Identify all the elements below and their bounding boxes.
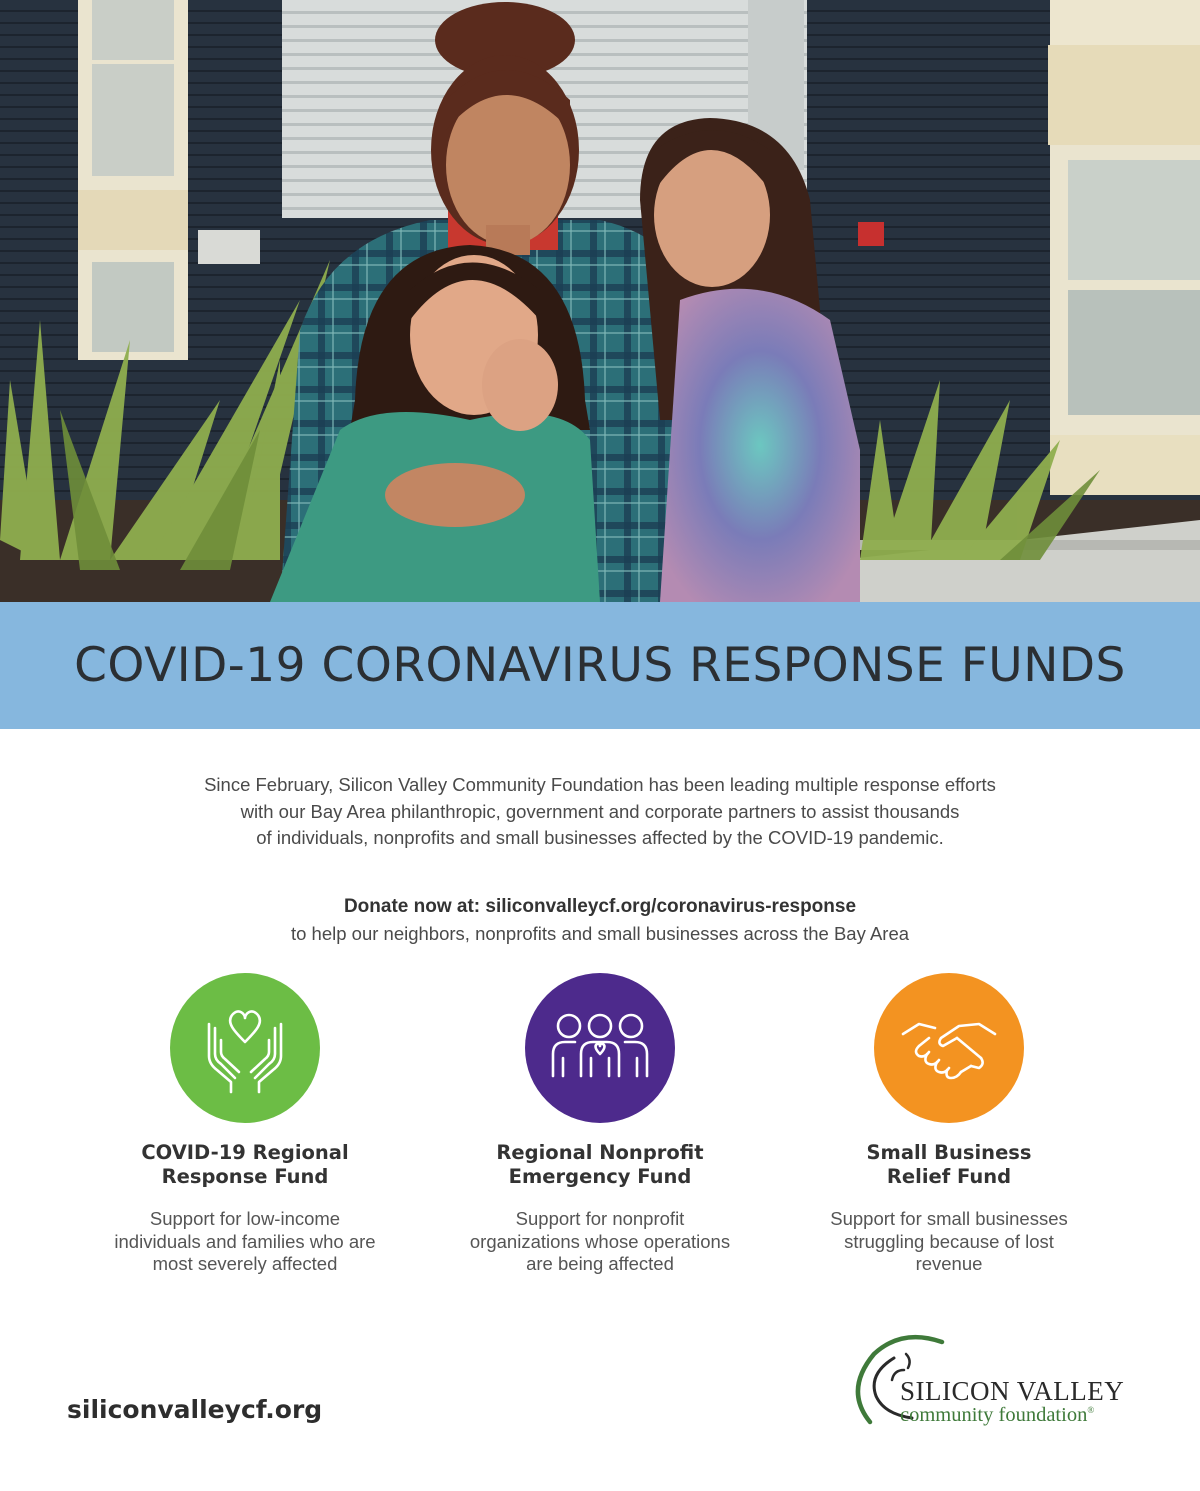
donate-link[interactable]: Donate now at: siliconvalleycf.org/coronavirus-response <box>343 896 857 917</box>
fund-title-line: Relief Fund <box>886 1164 1012 1188</box>
fund-desc-line: Support for low-income <box>149 1208 341 1229</box>
fund-nonprofit-emergency <box>440 973 760 1276</box>
family-photo-illustration <box>0 0 1200 602</box>
fund-desc-line: Support for nonprofit <box>515 1208 685 1229</box>
fund-regional-response <box>85 973 405 1276</box>
intro-paragraph <box>150 772 1050 852</box>
fund-desc-line: Support for small businesses <box>830 1208 1068 1229</box>
fund-desc-line: struggling because of lost <box>844 1230 1054 1252</box>
svcf-logo <box>850 1330 1150 1430</box>
fund-small-business-relief <box>789 973 1109 1276</box>
fund-title-line: COVID-19 Regional <box>141 1141 349 1164</box>
intro-line: with our Bay Area philanthropic, government and corporate partners to assist thousands <box>240 800 960 822</box>
fund-icon-circle <box>170 973 320 1123</box>
fund-icon-circle <box>525 973 675 1123</box>
fund-title <box>85 1141 405 1188</box>
group-of-people-icon <box>545 998 655 1098</box>
registered-mark: ® <box>1087 1405 1095 1416</box>
fund-title-line: Small Business <box>866 1141 1032 1164</box>
fund-title-line: Response Fund <box>161 1164 329 1188</box>
logo-wordmark: SILICON VALLEY <box>900 1376 1125 1406</box>
fund-title-line: Regional Nonprofit <box>496 1141 704 1164</box>
fund-desc-line: are being affected <box>526 1253 674 1274</box>
fund-title <box>789 1141 1109 1188</box>
hero-photo <box>0 0 1200 602</box>
fund-description <box>440 1208 760 1276</box>
logo-tagline <box>900 1404 1094 1427</box>
heart-in-hands-icon <box>195 998 295 1098</box>
title-banner <box>0 602 1200 729</box>
intro-line: Since February, Silicon Valley Community Foundation has been leading multiple response efforts <box>204 774 996 795</box>
intro-line: of individuals, nonprofits and small businesses affected by the COVID-19 pandemic. <box>256 827 944 848</box>
fund-desc-line: individuals and families who are <box>114 1230 376 1252</box>
fund-desc-line: organizations whose operations <box>469 1230 731 1252</box>
page-title: COVID-19 CORONAVIRUS RESPONSE FUNDS <box>74 638 1126 693</box>
fund-desc-line: most severely affected <box>152 1253 338 1274</box>
fund-title-line: Emergency Fund <box>508 1164 692 1188</box>
fund-desc-line: revenue <box>915 1253 983 1274</box>
fund-icon-circle <box>874 973 1024 1123</box>
donate-section <box>100 893 1100 947</box>
website-link[interactable]: siliconvalleycf.org <box>67 1395 323 1424</box>
logo-tagline-text: community foundation <box>900 1404 1088 1426</box>
donate-subtext: to help our neighbors, nonprofits and small businesses across the Bay Area <box>290 923 910 944</box>
fund-title <box>440 1141 760 1188</box>
fund-description <box>789 1208 1109 1276</box>
handshake-icon <box>899 1008 999 1088</box>
fund-description <box>85 1208 405 1276</box>
